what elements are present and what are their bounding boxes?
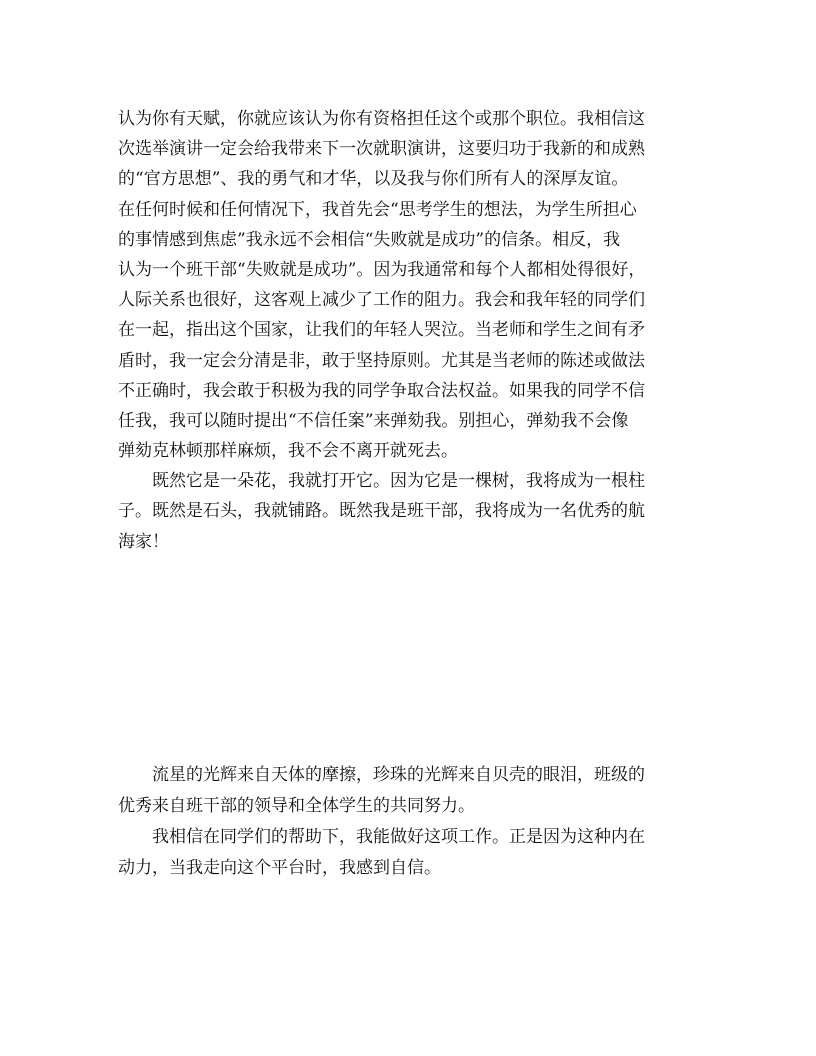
speech-paragraph-group-2 [118,760,698,884]
text-line: 的事情感到焦虑”我永远不会相信“失败就是成功”的信条。相反，我 [118,229,621,250]
text-line: 我相信在同学们的帮助下，我能做好这项工作。正是因为这种内在 [152,827,645,847]
text-line: 次选举演讲一定会给我带来下一次就职演讲，这要归功于我新的和成熟 [118,139,645,160]
text-line: 弹劾克林顿那样麻烦，我不会不离开就死去。 [118,441,458,462]
text-line: 任我，我可以随时提出“不信任案”来弹劾我。别担心，弹劾我不会像 [118,410,629,431]
text-line: 的“官方思想”、我的勇气和才华，以及我与你们所有人的深厚友谊。 [118,169,629,190]
text-line: 既然它是一朵花，我就打开它。因为它是一棵树，我将成为一根柱 [152,471,645,492]
text-line: 流星的光辉来自天体的摩擦，珍珠的光辉来自贝壳的眼泪，班级的 [152,765,645,785]
text-line: 在任何时候和任何情况下，我首先会“思考学生的想法，为学生所担心 [118,199,637,220]
text-line: 认为你有天赋，你就应该认为你有资格担任这个或那个职位。我相信这 [118,109,645,129]
text-line: 优秀来自班干部的领导和全体学生的共同努力。 [118,796,475,816]
text-line: 人际关系也很好，这客观上减少了工作的阻力。我会和我年轻的同学们 [118,290,645,311]
text-line: 海家！ [118,531,169,552]
text-line: 在一起，指出这个国家，让我们的年轻人哭泣。当老师和学生之间有矛 [118,320,645,341]
speech-paragraph-group-1 [118,104,698,557]
text-line: 不正确时，我会敢于积极为我的同学争取合法权益。如果我的同学不信 [118,380,645,401]
text-line: 认为一个班干部“失败就是成功”。因为我通常和每个人都相处得很好， [118,259,646,280]
text-line: 盾时，我一定会分清是非，敢于坚持原则。尤其是当老师的陈述或做法 [118,350,645,371]
text-line: 动力，当我走向这个平台时，我感到自信。 [118,858,441,878]
text-line: 子。既然是石头，我就铺路。既然我是班干部，我将成为一名优秀的航 [118,501,645,522]
